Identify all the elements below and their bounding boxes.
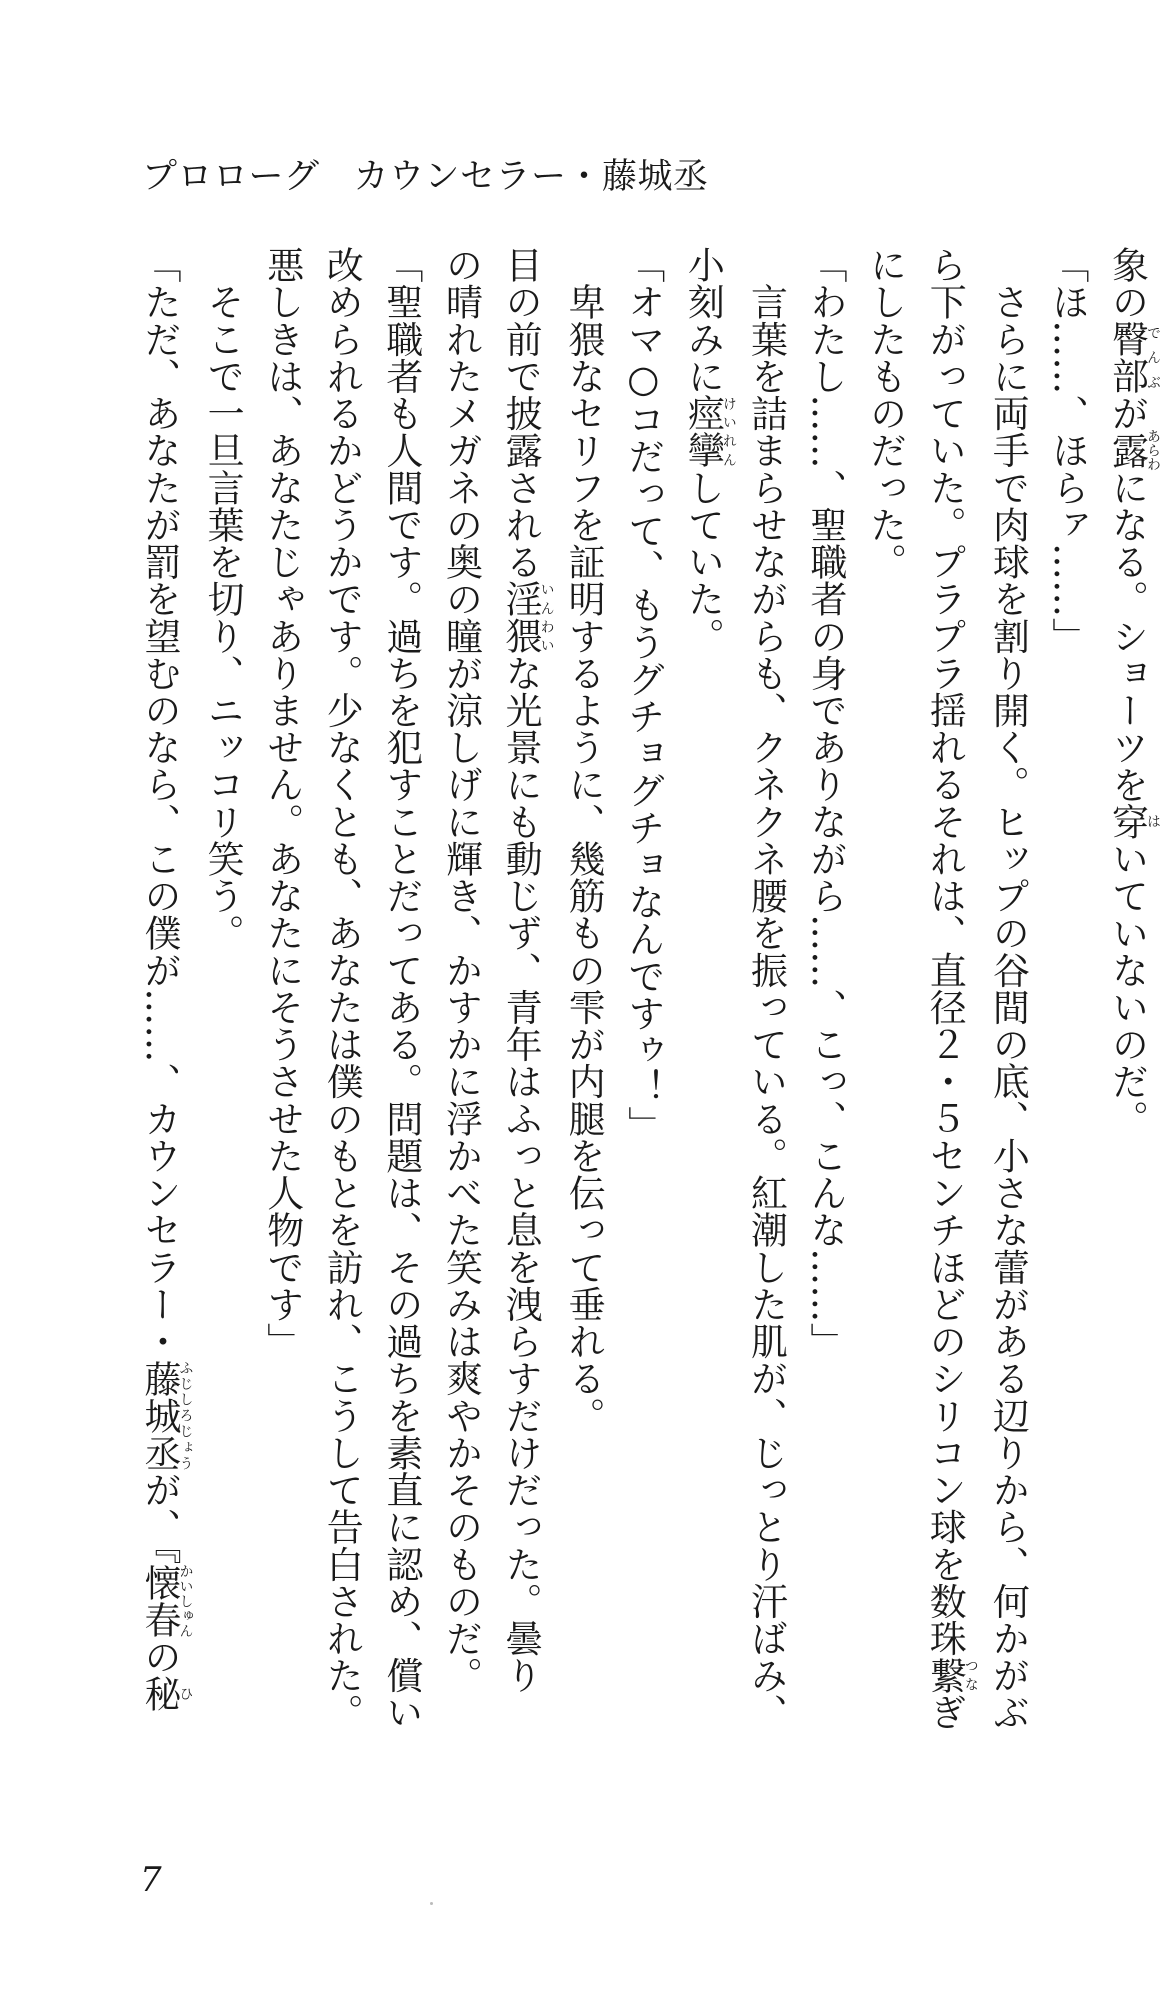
- section-label: プロローグ: [142, 157, 320, 197]
- ruby-word: [138, 1675, 194, 1713]
- text-run: の晴れたメガネの奥の瞳が涼しげに輝き、かすかに浮かべた笑みは爽やかそのものだ。: [439, 246, 483, 1694]
- text-run: にしたものだった。: [863, 246, 907, 581]
- ruby-base: 淫猥: [499, 580, 543, 655]
- text-line: [613, 246, 673, 1776]
- text-line: [554, 246, 614, 1776]
- text-line: [312, 246, 372, 1776]
- text-line: [673, 246, 736, 1776]
- furigana: ひ: [177, 1675, 194, 1713]
- ruby-base: 懐春: [138, 1563, 181, 1639]
- running-header: [142, 152, 1042, 202]
- text-run: になる。ショーツを: [1105, 468, 1149, 803]
- text-line: [736, 246, 796, 1776]
- text-line: [193, 246, 253, 1776]
- ruby-word: [1105, 320, 1161, 395]
- text-run: いていないのだ。: [1105, 839, 1149, 1137]
- ruby-base: 臀部: [1105, 320, 1149, 395]
- text-run: ぎ: [923, 1693, 967, 1731]
- text-line: [371, 246, 431, 1776]
- ruby-word: [138, 1563, 194, 1639]
- text-line: [431, 246, 491, 1776]
- furigana: けいれん: [720, 394, 737, 469]
- text-run: 「ほ……、ほらァ……」: [1045, 246, 1089, 655]
- vertical-body-text: [138, 246, 1161, 1776]
- text-run: の: [138, 1638, 181, 1676]
- text-line: [978, 246, 1038, 1776]
- text-line: [1097, 246, 1160, 1776]
- furigana: でんぶ: [1145, 320, 1161, 395]
- text-run: 小刻みに: [681, 246, 725, 395]
- ruby-word: [923, 1656, 979, 1694]
- text-run: 卑猥なセリフを証明するように、幾筋もの雫が内腿を伝って垂れる。: [562, 246, 606, 1434]
- text-line: [129, 246, 192, 1776]
- ruby-base: 穿: [1105, 802, 1149, 840]
- furigana: ふじしろじょう: [177, 1359, 194, 1471]
- text-run: 「オマ○コだって、もうグチョグチョなんですゥ！」: [621, 246, 665, 1143]
- page-number: 7: [140, 1860, 162, 1900]
- furigana: つな: [962, 1656, 979, 1694]
- chapter-title: カウンセラー・藤城丞: [353, 157, 709, 197]
- text-run: していた。: [681, 468, 725, 655]
- text-run: 「聖職者も人間です。過ちを犯すことだってある。問題は、その過ちを素直に認め、償い: [379, 246, 423, 1731]
- ruby-base: 露: [1105, 429, 1149, 472]
- text-run: ら下がっていた。プラプラ揺れるそれは、直径２・５センチほどのシリコン球を数珠: [923, 246, 967, 1657]
- text-run: 「わたし……、聖職者の身でありながら……、こっ、こんな……」: [804, 246, 848, 1360]
- text-run: 「ただ、あなたが罰を望むのなら、この僕が……、カウンセラー・: [138, 246, 181, 1360]
- text-run: そこで一旦言葉を切り、ニッコリ笑う。: [201, 246, 245, 952]
- text-line: [252, 246, 312, 1776]
- text-run: な光景にも動じず、青年はふっと息を洩らすだけだった。曇り: [499, 654, 543, 1694]
- ruby-base: 藤城丞: [138, 1359, 181, 1471]
- furigana: あらわ: [1145, 429, 1161, 472]
- text-line: [855, 246, 915, 1776]
- text-run: 目の前で披露される: [499, 246, 543, 581]
- text-run: さらに両手で肉球を割り開く。ヒップの谷間の底、小さな蕾がある辺りから、何かがぶ: [986, 246, 1030, 1731]
- text-run: 象の: [1105, 246, 1149, 321]
- ruby-word: [138, 1359, 194, 1471]
- text-run: 悪しきは、あなたじゃありません。あなたにそうさせた人物です」: [260, 246, 304, 1360]
- ruby-base: 痙攣: [681, 394, 725, 469]
- text-line: [915, 246, 978, 1776]
- text-run: 言葉を詰まらせながらも、クネクネ腰を振っている。紅潮した肌が、じっとり汗ばみ、: [744, 246, 788, 1731]
- ruby-word: [1105, 802, 1161, 840]
- ruby-word: [681, 394, 737, 469]
- text-run: が、『: [138, 1470, 181, 1564]
- ruby-base: 秘: [138, 1675, 181, 1713]
- furigana: かいしゅん: [177, 1563, 194, 1639]
- text-run: 改められるかどうかです。少なくとも、あなたは僕のもとを訪れ、こうして告白された。: [320, 246, 364, 1731]
- print-dot: [430, 1902, 433, 1905]
- furigana: いんわい: [538, 580, 555, 655]
- text-line: [490, 246, 553, 1776]
- text-run: が: [1105, 394, 1149, 432]
- furigana: は: [1145, 802, 1161, 840]
- text-line: [795, 246, 855, 1776]
- ruby-word: [499, 580, 555, 655]
- ruby-base: 繋: [923, 1656, 967, 1694]
- text-line: [1037, 246, 1097, 1776]
- ruby-word: [1105, 429, 1161, 472]
